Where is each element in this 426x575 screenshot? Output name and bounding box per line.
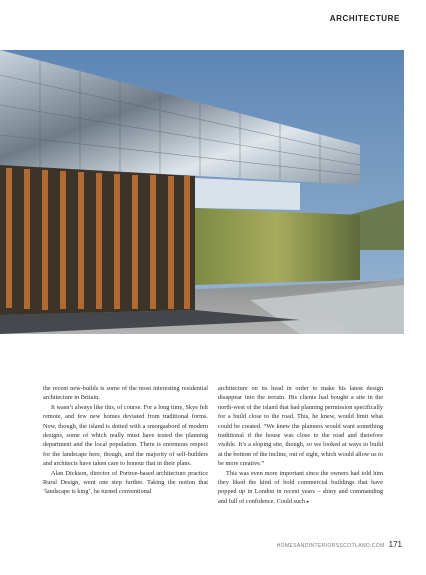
house-photo xyxy=(0,50,404,334)
paragraph xyxy=(218,469,383,508)
paragraph: Alan Dickson, director of Portree-based architecture practice Rural Design, went one step further. Taking the notion that ‘landscape is king’, he turned conventional xyxy=(43,469,208,496)
paragraph-text: This was even more important since the owners had told him they liked the kind of bold commercial buildings that have popped up in London in recent years – shiny and commanding and full of confidence. Could such xyxy=(218,469,383,505)
website-url: HOMESANDINTERIORSSCOTLAND.COM xyxy=(276,543,385,549)
paragraph: the recent new-builds is some of the most interesting residential architecture in Britain. xyxy=(43,385,208,402)
article-column-2 xyxy=(218,384,383,507)
continue-arrow-icon: ▸ xyxy=(306,499,310,505)
section-label: ARCHITECTURE xyxy=(329,14,400,23)
article-body xyxy=(43,384,383,507)
page-number: 171 xyxy=(388,540,402,549)
page-footer xyxy=(277,540,402,549)
paragraph: architecture on its head in order to make his latest design disappear into the terrain. His clients had bought a site in the north-west of the island that had planning permission specifically for a build close to the road. This, he knew, would limit what could be created. “We knew the planners would want something traditional if the house was close to the road and therefore visible. It’s a sloping site, though, so we looked at ways to build at the bottom of the incline, out of sight, which would allow us to be more creative.” xyxy=(218,385,383,468)
paragraph: It wasn’t always like this, of course. For a long time, Skye felt remote, and few new homes deviated from traditional forms. Now, though, the island is dotted with a smorgasbord of modern designs, some of which really must have tested the planning department and the local population. There is enormous respect for the landscape here, though, and the majority of self-builders and architects have taken care to honour that in their plans. xyxy=(43,403,208,468)
article-column-1 xyxy=(43,384,208,507)
